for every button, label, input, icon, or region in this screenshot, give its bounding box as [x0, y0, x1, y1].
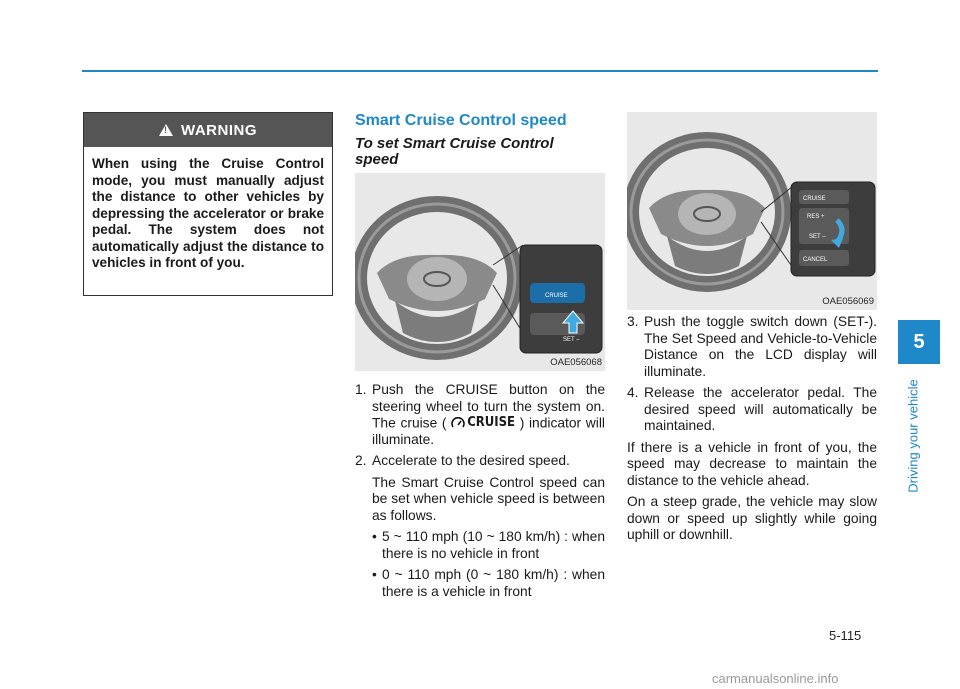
warning-header [84, 113, 332, 147]
instructions-middle [355, 382, 605, 605]
speed-range-text: 5 ~ 110 mph (10 ~ 180 km/h) : when there is no vehicle in front [382, 529, 605, 561]
bullet-icon: • [372, 567, 377, 583]
step-number: 4. [627, 385, 639, 400]
step-2-note: The Smart Cruise Control speed can be set when vehicle speed is between as follows. [372, 474, 605, 523]
paragraph: On a steep grade, the vehicle may slow down or speed up slightly while going uphill or downhill. [627, 494, 877, 542]
cruise-switch-label: CRUISE [545, 293, 568, 299]
cruise-indicator-text: CRUISE [467, 415, 516, 430]
instructions-right [627, 314, 877, 549]
step-number: 2. [355, 453, 367, 469]
step-2-text: Accelerate to the desired speed. [372, 453, 570, 469]
step-1-text-b: ) indicator will illuminate. [372, 415, 605, 447]
res-switch-label: RES + [807, 214, 825, 220]
cruise-switch-label: CRUISE [803, 196, 826, 202]
warning-title: WARNING [181, 121, 257, 139]
warning-triangle-icon [159, 124, 173, 136]
step-number: 3. [627, 314, 639, 329]
steering-wheel-figure-set [627, 112, 877, 310]
cruise-indicator-icon [451, 415, 515, 432]
set-switch-label: SET – [809, 234, 826, 240]
sub-heading: To set Smart Cruise Control speed [355, 135, 554, 168]
step-2 [355, 453, 605, 470]
bullet-icon: • [372, 529, 377, 545]
watermark: carmanualsonline.info [712, 671, 839, 686]
chapter-label-text: Driving your vehicle [905, 379, 921, 493]
speedometer-icon [451, 417, 465, 429]
speed-range-text: 0 ~ 110 mph (0 ~ 180 km/h) : when there is a vehicle in front [382, 567, 605, 599]
warning-box [83, 112, 333, 296]
step-4-text: Release the accelerator pedal. The desired speed will automatically be maintained. [644, 385, 877, 433]
steering-wheel-illustration [627, 112, 877, 310]
figure-code: OAE056069 [822, 296, 874, 307]
step-number: 1. [355, 382, 367, 397]
paragraph: If there is a vehicle in front of you, the speed may decrease to maintain the distance to the vehicle ahead. [627, 439, 877, 488]
step-4 [627, 385, 877, 435]
set-switch-label: SET – [563, 337, 580, 343]
step-3-text: Push the toggle switch down (SET-). The Set Speed and Vehicle-to-Vehicle Distance on the LCD display will illuminate. [644, 314, 877, 379]
figure-code: OAE056068 [550, 357, 602, 368]
steering-wheel-figure-cruise [355, 173, 605, 371]
speed-range-item [372, 529, 605, 562]
speed-range-item [372, 567, 605, 600]
warning-text: When using the Cruise Control mode, you must manually adjust the distance to other vehicles by depressing the accelerator or brake pedal. The system does not automatically adjust the distance to vehicles in front of you. [92, 156, 324, 270]
chapter-tab: 5 [898, 320, 940, 364]
step-1-text-a: Push the CRUISE button on the steering wheel to turn the system on. The cruise ( [372, 382, 605, 431]
chapter-label [903, 372, 923, 500]
cancel-switch-label: CANCEL [803, 257, 828, 263]
header-rule [82, 70, 878, 72]
step-1 [355, 382, 605, 448]
step-3 [627, 314, 877, 380]
page-number: 5-115 [829, 628, 862, 643]
steering-wheel-illustration [355, 173, 605, 371]
section-heading: Smart Cruise Control speed [355, 112, 567, 129]
